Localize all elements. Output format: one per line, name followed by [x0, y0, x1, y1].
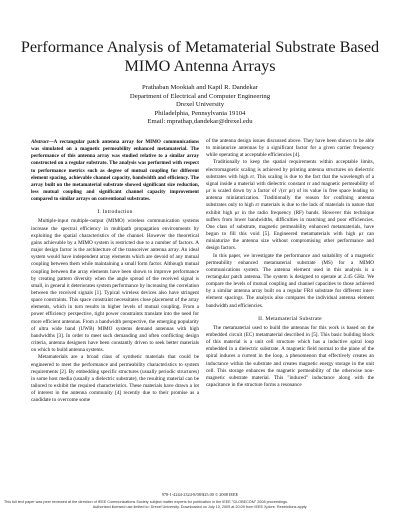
paragraph: In this paper, we investigate the performance and suitability of a magnetic permeability enhanced metamaterial substrate (MS) for a MIMO communications system. The antenna element used in this analysis is a rectangular patch antenna. The system is designed to operate at 2.45 GHz. We compare the levels of mutual coupling and channel capacities to those achieved by a similar antenna array built on a regular FR4 substrate for different inter-element spacings. The analysis also compares the individual antenna element bandwidth and efficiencies.	[206, 252, 374, 309]
paragraph: Traditionally to keep the spatial requirements within acceptable limits, electromagnetic scaling is achieved by printing antenna structures on dielectric substrates with high εr. This scaling is due to the fact that the wavelength of a signal inside a material with dielectric constant εr and magnetic permeability of μr is scaled down by a factor of √(εr μr) of its value in free space leading to antenna miniaturization. Traditionally the reason for confining antenna substrates only to high εr materials is due to the lack of materials in nature that exhibit high μr in the radio frequency (RF) bands. However this technique suffers from lower bandwidths, difficulties in matching and poor efficiencies. One class of substrate, magnetic permeability enhanced metamaterials, have begun to fill this void [5]. Engineered metamaterials with high μr can miniaturize the antenna size without compromising other performance and design factors.	[206, 159, 374, 252]
author-block	[40, 84, 360, 127]
left-column	[31, 139, 199, 404]
paragraph: of the antenna design issues discussed above. They have been shown to be able to miniaturize antennas by a significant factor for a given carrier frequency while operating at acceptable efficiencies [4].	[206, 138, 374, 159]
paragraph: Multiple-input multiple-output (MIMO) wireless communication systems increase the spectral efficiency in multipath propagation environments by exploiting the spatial characteristics of the channel. However the theoretical gains achievable by a MIMO system is restricted due to a number of factors. A major design factor is the architecture of the transceiver antenna array. An ideal system would have independent array elements which are devoid of any mutual coupling between them while maintaining a small form factor. Although mutual coupling between the array elements have been shown to improve performance by creating pattern diversity when the angle spread of the received signal is small, in general it deteriorates system performance by increasing the correlation between the received signals [1]. Typical wireless devices also have stringent space constraints. This space constraint necessitates close placement of the array elements, which in turn results in higher levels of mutual coupling. From a power efficiency perspective, tight power constraints translate into the need for more efficient antennas. From a bandwidth perspective, the emerging popularity of ultra wide band (UWB) MIMO systems demand antennas with high bandwidths [3]. In order to meet such demanding and often conflicting design criteria, antenna designers have been constantly driven to seek better materials on which to build antenna systems.	[31, 218, 199, 354]
author-email: Email: mprathap,dandekar@drexel.edu	[147, 118, 253, 126]
author-names: Prathaban Mookiah and Kapil R. Dandekar	[142, 84, 258, 91]
notice-line-2: Authorized licensed use limited to: Drexel University. Downloaded on July 10, 2009 at 20:09 from IEEE Xplore. Restrictions apply.	[92, 504, 308, 509]
paragraph: Metamaterials are a broad class of synthetic materials that could be engineered to meet the performance and permeability characteristics to system requirements [2]. By embedding specific structures (usually periodic structures) in some host media (usually a dielectric substrate), the resulting material can be tailored to exhibit the required characteristics. These materials have drawn a lot of interest in the antenna community [4] recently due to their promise as a candidate to overcome some	[31, 354, 199, 404]
abstract-lead: Abstract	[31, 139, 49, 145]
section-heading-metamaterial-substrate: II. Metamaterial Substrate	[258, 315, 322, 322]
abstract	[31, 139, 199, 203]
copyright-text: 978-1-4244-2324-8/08/$25.00 © 2008 IEEE	[161, 492, 239, 497]
paragraph: The metamaterial used to build the antennas for this work is based on the embedded circuit (EC) metamaterial described in [5]. This basic building block of this material is a unit cell structure which has a inductive spiral loop embedded in a dielectric substrate. A magnetic field normal to the plane of the spiral induces a current in the loop, a phenomenon that effectively creates an inductance within the substrate and creates magnetic energy storage in the unit cell. This storage enhances the magnetic permeability of the otherwise non-magnetic substrate material. This "induced" inductance along with the capacitance in the structure forms a resonance	[206, 324, 374, 388]
affiliation-department: Department of Electrical and Computer Engineering	[129, 92, 271, 100]
abstract-text: —A rectangular patch antenna array for MIMO communications was simulated on a magnetic permeability enhanced metamaterial. The performance of this antenna array was studied relative to a similar array constructed on a regular substrate. The analysis was performed with respect to performance metrics such as degree of mutual coupling for different element spacing, achievable channel capacity, bandwidth and efficiency. The array built on the metamaterial substrate showed significant size reduction, less mutual coupling and significant channel capacity improvement compared to similar arrays on conventional substrates.	[31, 139, 199, 203]
affiliation-university: Drexel University	[175, 101, 225, 109]
right-column	[206, 138, 374, 389]
paper-title: Performance Analysis of Metamaterial Substrate Based MIMO Antenna Arrays	[20, 38, 380, 75]
notice-line-1: This full text paper was peer reviewed at the direction of IEEE Communications Society subject matter experts for publication in the IEEE "GLOBECOM" 2008 proceedings.	[4, 500, 289, 504]
review-notice	[4, 500, 396, 509]
copyright-line	[20, 492, 380, 498]
affiliation-city: Philadelphia, Pennsylvania 19104	[154, 109, 246, 117]
section-heading-introduction: I. Introduction	[97, 209, 133, 216]
